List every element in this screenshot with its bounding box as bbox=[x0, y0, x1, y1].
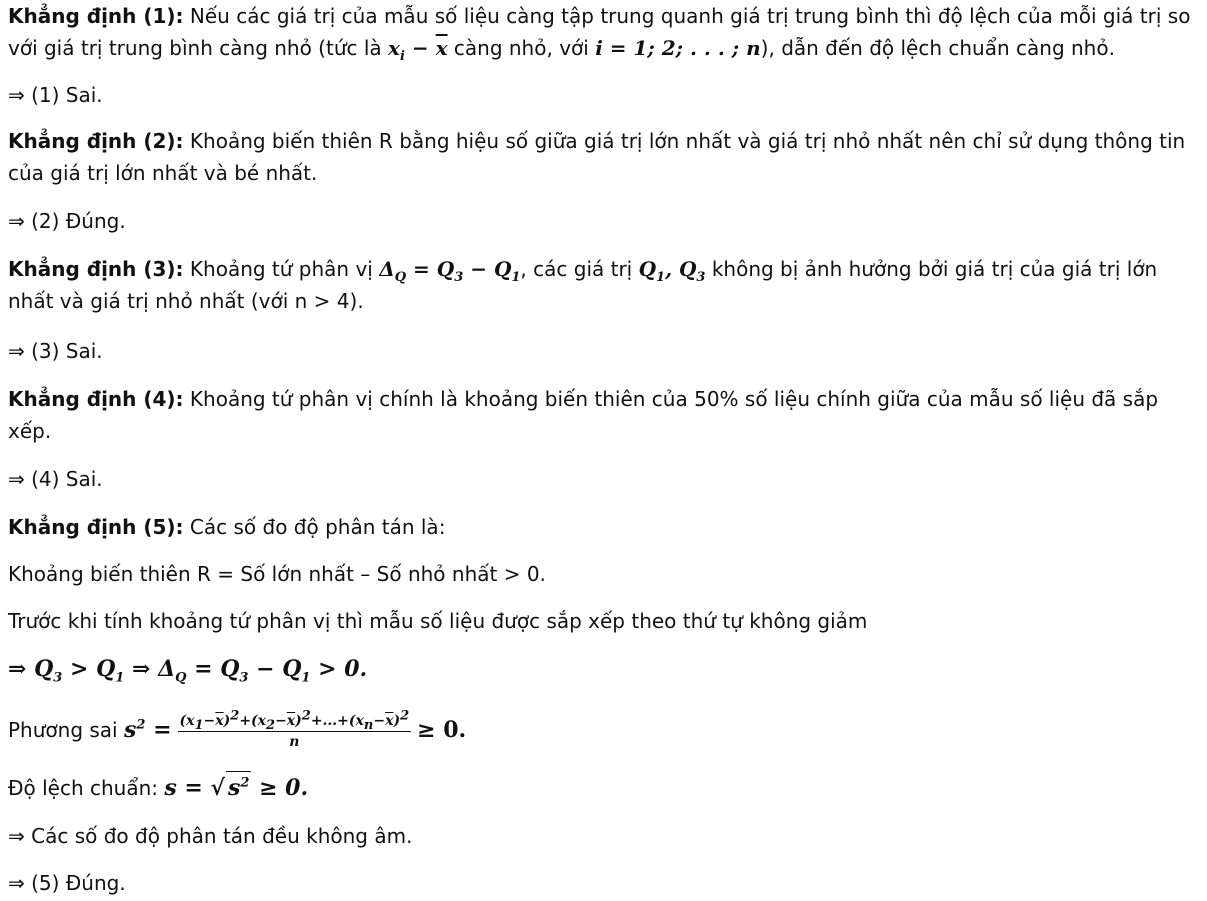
variance-line: Phương sai $s^2$ = $\frac{(x_1-\overline{x})^2+(x_2-\overline{x})^2+...+(x_n-\overline{x})^2}{n}$ ≥ 0. bbox=[8, 708, 467, 750]
statement-2-text: Khoảng biến thiên R bằng hiệu số giữa giá trị lớn nhất và giá trị nhỏ nhất nên chỉ sử dụng thông tin của giá trị lớn nhất và bé nhất. bbox=[8, 129, 1186, 185]
statement-1 bbox=[8, 0, 1203, 64]
statement-1-text-a: Nếu các giá trị của mẫu số liệu càng tập trung quanh giá trị trung bình thì độ lệch của mỗi giá trị so với giá trị trung bình càng nhỏ (tức là bbox=[8, 4, 1191, 60]
variance-label: Phương sai bbox=[8, 718, 124, 742]
statement-3-text-b: , các giá trị bbox=[520, 257, 639, 281]
statement-5-label: Khẳng định (5): bbox=[8, 515, 184, 539]
stddev-line: Độ lệch chuẩn: s = √ $s^2 \ge 0$. bbox=[8, 771, 308, 804]
conclusion-4: ⇒ (4) Sai. bbox=[8, 467, 103, 491]
math-interquartile: $\Delta_Q = Q_3 - Q_1$ bbox=[379, 257, 521, 285]
statement-3 bbox=[8, 253, 1203, 317]
statement-2-label: Khẳng định (2): bbox=[8, 129, 184, 153]
nonnegative-conclusion: ⇒ Các số đo độ phân tán đều không âm. bbox=[8, 824, 413, 848]
variance-fraction: $\frac{(x_1-\overline{x})^2+(x_2-\overline{x})^2+...+(x_n-\overline{x})^2}{n}$ bbox=[179, 708, 410, 750]
statement-4 bbox=[8, 383, 1203, 447]
math-deviation: $x_i - \overline{x}$ bbox=[388, 36, 448, 64]
sorting-line: Trước khi tính khoảng tứ phân vị thì mẫu số liệu được sắp xếp theo thứ tự không giảm bbox=[8, 609, 868, 633]
statement-3-text-a: Khoảng tứ phân vị bbox=[183, 257, 380, 281]
statement-3-text-c: không bị ảnh hưởng bởi giá trị của giá trị lớn nhất và giá trị nhỏ nhất (với n > 4). bbox=[8, 257, 1158, 313]
math-index-range: i = 1; 2; . . . ; n bbox=[595, 36, 761, 60]
conclusion-5: ⇒ (5) Đúng. bbox=[8, 871, 126, 895]
statement-1-text-b: càng nhỏ, với bbox=[447, 36, 596, 60]
math-quartiles: $Q_1$, $Q_3$ bbox=[638, 257, 706, 285]
range-line: Khoảng biến thiên R = Số lớn nhất – Số nhỏ nhất > 0. bbox=[8, 562, 546, 586]
interquartile-inequality: ⇒ $Q_3 > Q_1$ ⇒ $\Delta_Q = Q_3 - Q_1 > 0$. bbox=[8, 656, 368, 686]
statement-3-label: Khẳng định (3): bbox=[8, 257, 184, 281]
stddev-label: Độ lệch chuẩn: bbox=[8, 776, 165, 800]
statement-4-text: Khoảng tứ phân vị chính là khoảng biến thiên của 50% số liệu chính giữa của mẫu số liệu đã sắp xếp. bbox=[8, 387, 1159, 443]
statement-5 bbox=[8, 511, 445, 543]
statement-5-text: Các số đo độ phân tán là: bbox=[183, 515, 446, 539]
statement-1-text-c: ), dẫn đến độ lệch chuẩn càng nhỏ. bbox=[760, 36, 1115, 60]
conclusion-3: ⇒ (3) Sai. bbox=[8, 339, 103, 363]
statement-2 bbox=[8, 125, 1203, 189]
conclusion-2: ⇒ (2) Đúng. bbox=[8, 209, 126, 233]
conclusion-1: ⇒ (1) Sai. bbox=[8, 83, 103, 107]
statement-1-label: Khẳng định (1): bbox=[8, 4, 184, 28]
statement-4-label: Khẳng định (4): bbox=[8, 387, 184, 411]
